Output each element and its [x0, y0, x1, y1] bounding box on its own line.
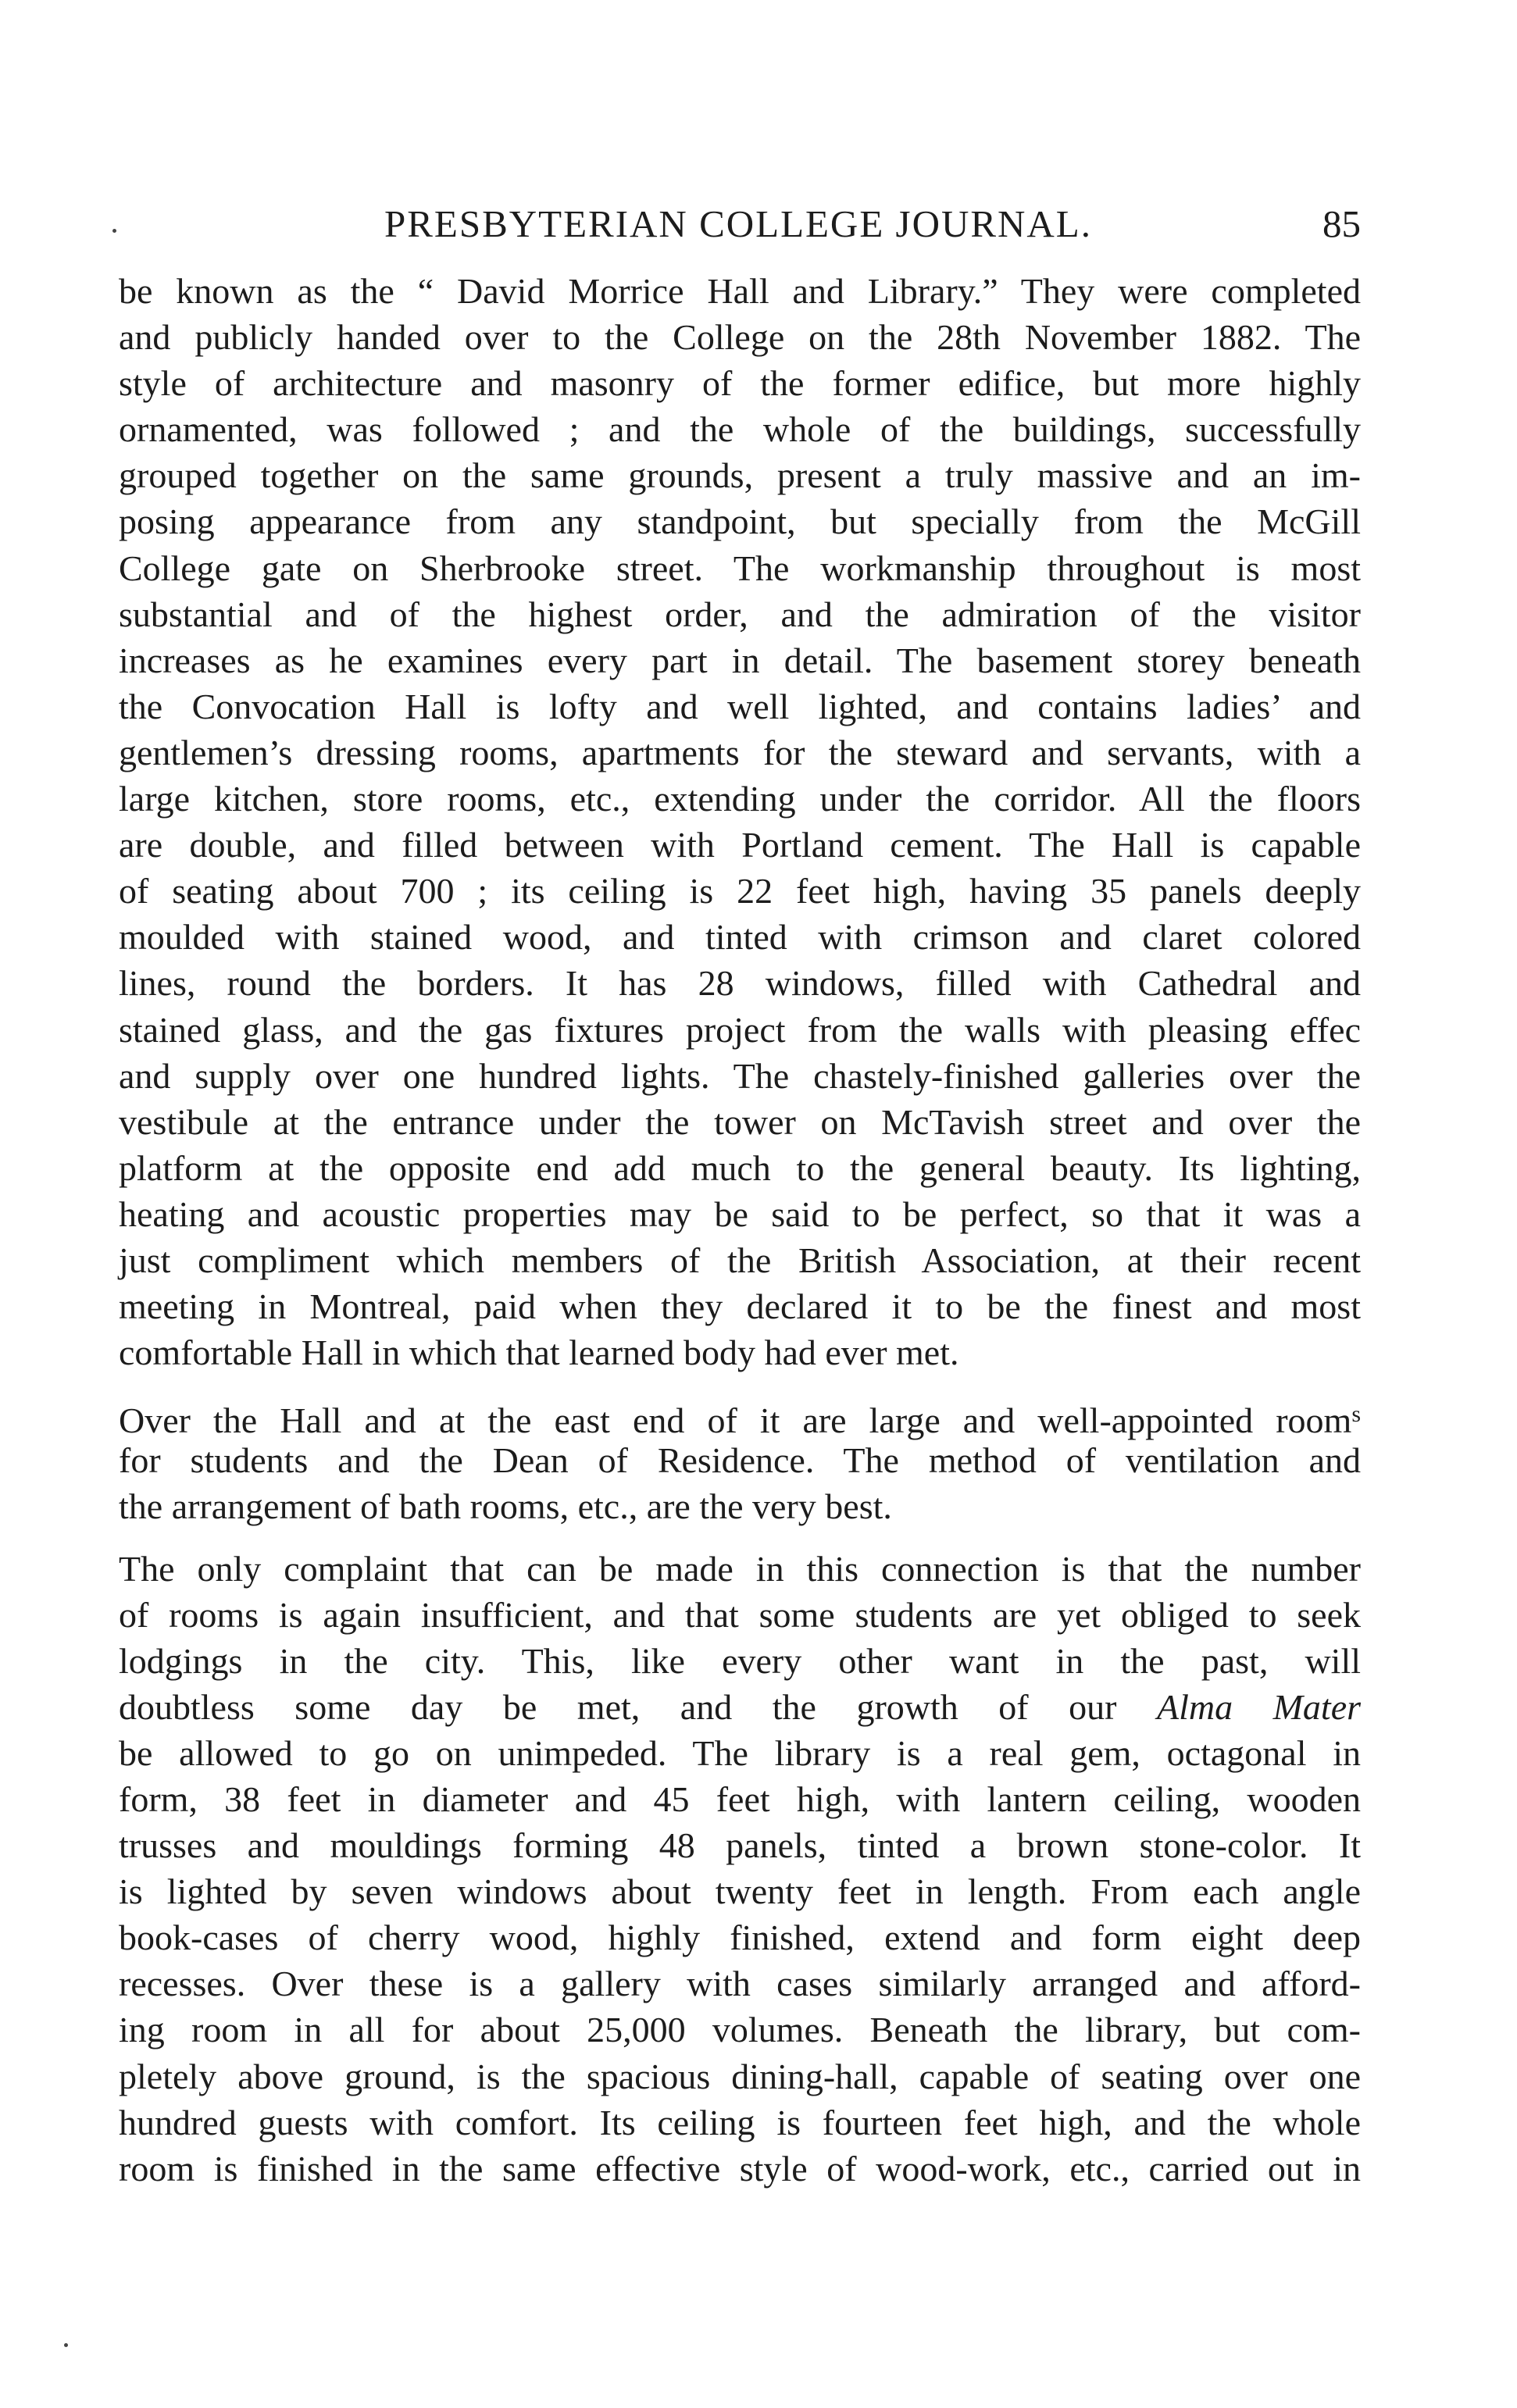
body-text: [119, 268, 1361, 2192]
text-line: for students and the Dean of Residence. The method of ventilation and: [119, 1440, 1361, 1481]
text-line: platform at the opposite end add much to the general beauty. Its lighting,: [119, 1147, 1361, 1188]
text-line: ing room in all for about 25,000 volumes. Beneath the library, but com-: [119, 2010, 1361, 2050]
text-line: gentlemen’s dressing rooms, apartments for the steward and servants, with a: [119, 732, 1361, 772]
text-line: of rooms is again insufficient, and that some students are yet obliged to seek: [119, 1594, 1361, 1635]
text-line: ornamented, was followed ; and the whole of the buildings, successfully: [119, 409, 1361, 450]
text-line: meeting in Montreal, paid when they declared it to be the finest and most: [119, 1286, 1361, 1327]
text-fragment: Over the Hall and at the east end of it are large and well-appointed room: [119, 1400, 1352, 1441]
text-line: posing appearance from any standpoint, but specially from the McGill: [119, 501, 1361, 542]
margin-speck: [112, 229, 116, 233]
text-line: the arrangement of bath rooms, etc., are the very best.: [119, 1486, 892, 1527]
margin-speck: [64, 2343, 68, 2347]
text-line: recesses. Over these is a gallery with cases similarly arranged and afford-: [119, 1964, 1361, 2004]
text-line: comfortable Hall in which that learned body had ever met.: [119, 1332, 959, 1373]
text-line: moulded with stained wood, and tinted with crimson and claret colored: [119, 917, 1361, 958]
page-header: [119, 202, 1361, 256]
paragraph-1: [119, 268, 1361, 1375]
raised-letter: s: [1351, 1401, 1361, 1428]
text-fragment: doubtless some day be met, and the growth of our: [119, 1686, 1117, 1727]
text-line: hundred guests with comfort. Its ceiling is fourteen feet high, and the whole: [119, 2102, 1361, 2142]
text-line: grouped together on the same grounds, present a truly massive and an im-: [119, 455, 1361, 496]
text-line: [119, 1391, 1361, 1441]
text-line: and supply over one hundred lights. The chastely-finished galleries over the: [119, 1055, 1361, 1096]
text-line: The only complaint that can be made in this connection is that the number: [119, 1548, 1361, 1589]
text-line: stained glass, and the gas fixtures project from the walls with pleasing effec: [119, 1009, 1361, 1050]
text-line: is lighted by seven windows about twenty feet in length. From each angle: [119, 1871, 1361, 1912]
text-line: style of architecture and masonry of the former edifice, but more highly: [119, 363, 1361, 404]
text-line: large kitchen, store rooms, etc., extending under the corridor. All the floors: [119, 779, 1361, 819]
paragraph-2: [119, 1391, 1361, 1529]
text-line: heating and acoustic properties may be said to be perfect, so that it was a: [119, 1193, 1361, 1234]
running-title: PRESBYTERIAN COLLEGE JOURNAL.: [384, 202, 1092, 245]
text-line: form, 38 feet in diameter and 45 feet high, with lantern ceiling, wooden: [119, 1779, 1361, 1819]
page-number: 85: [1322, 202, 1361, 245]
text-line: trusses and mouldings forming 48 panels, tinted a brown stone-color. It: [119, 1825, 1361, 1866]
text-line: increases as he examines every part in detail. The basement storey beneath: [119, 640, 1361, 680]
text-line: be known as the “ David Morrice Hall and Library.” They were completed: [119, 271, 1361, 311]
text-line: the Convocation Hall is lofty and well lighted, and contains ladies’ and: [119, 686, 1361, 726]
text-line: book-cases of cherry wood, highly finished, extend and form eight deep: [119, 1917, 1361, 1958]
italic-phrase: Alma Mater: [1156, 1686, 1362, 1727]
text-line: substantial and of the highest order, and the admiration of the visitor: [119, 594, 1361, 634]
text-line: just compliment which members of the British Association, at their recent: [119, 1240, 1361, 1280]
text-line: vestibule at the entrance under the tower on McTavish street and over the: [119, 1101, 1361, 1142]
text-line: be allowed to go on unimpeded. The library is a real gem, octagonal in: [119, 1732, 1361, 1773]
text-line: lodgings in the city. This, like every other want in the past, will: [119, 1640, 1361, 1681]
text-line: are double, and filled between with Portland cement. The Hall is capable: [119, 825, 1361, 865]
text-line: pletely above ground, is the spacious dining-hall, capable of seating over one: [119, 2056, 1361, 2096]
text-line: room is finished in the same effective style of wood-work, etc., carried out in: [119, 2148, 1361, 2189]
paragraph-3: [119, 1546, 1361, 2192]
text-line: lines, round the borders. It has 28 windows, filled with Cathedral and: [119, 963, 1361, 1004]
text-line: and publicly handed over to the College on the 28th November 1882. The: [119, 317, 1361, 358]
text-line: College gate on Sherbrooke street. The workmanship throughout is most: [119, 548, 1361, 588]
text-line: [119, 1684, 1361, 1730]
text-line: of seating about 700 ; its ceiling is 22 feet high, having 35 panels deeply: [119, 871, 1361, 911]
